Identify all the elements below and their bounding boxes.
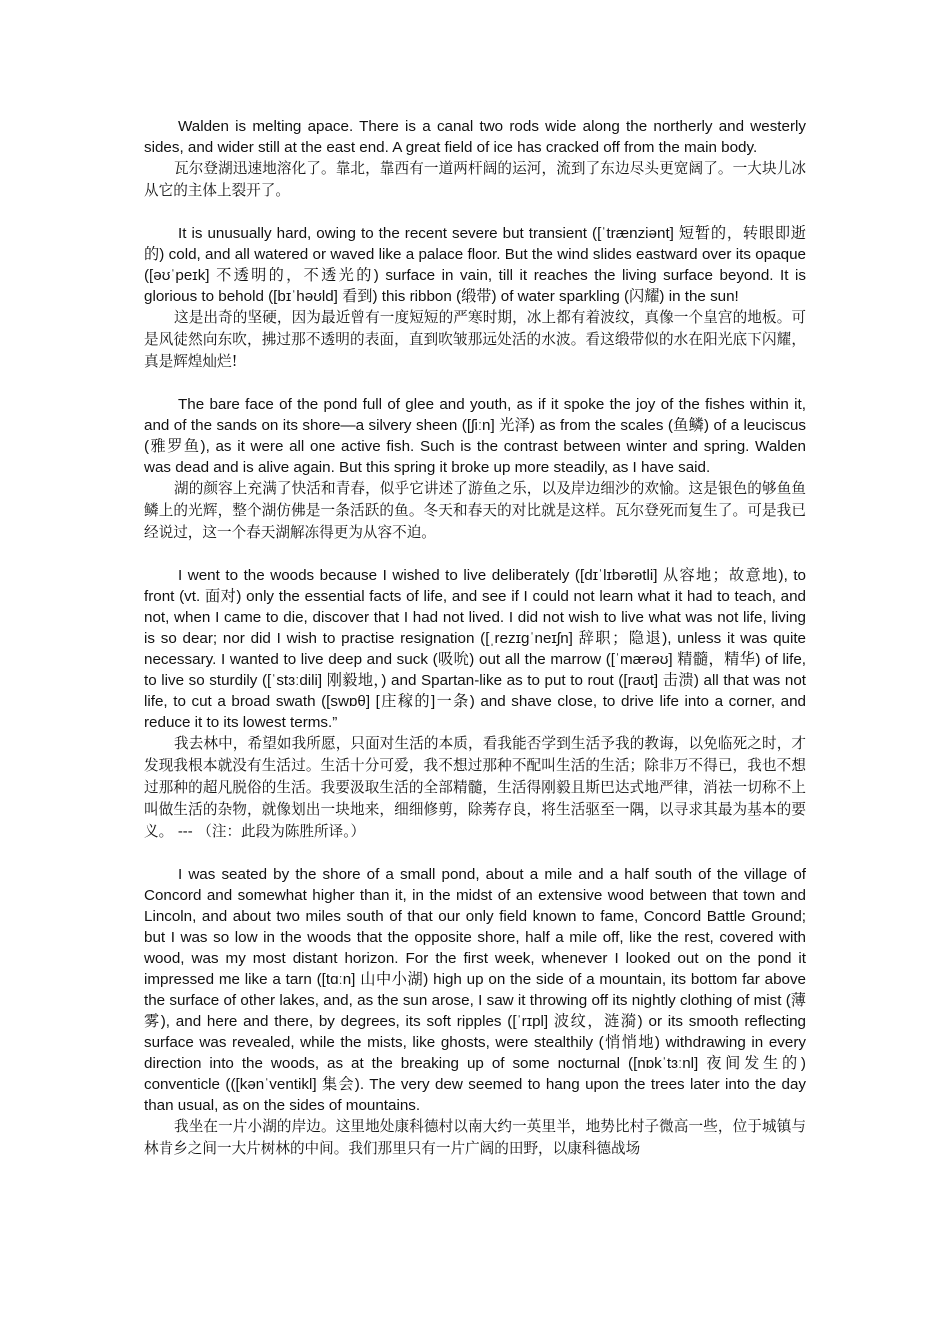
paragraph-spacer (144, 544, 806, 565)
paragraph-1-chinese: 瓦尔登湖迅速地溶化了。靠北，靠西有一道两杆阔的运河，流到了东边尽头更宽阔了。一大块儿冰从它的主体上裂开了。 (144, 160, 806, 199)
paragraph-3-chinese: 湖的颜容上充满了快活和青春，似乎它讲述了游鱼之乐，以及岸边细沙的欢愉。这是银色的够鱼鱼鳞上的光辉，整个湖仿佛是一条活跃的鱼。冬天和春天的对比就是这样。瓦尔登死而复生了。可是我已经说过，这一个春天湖解冻得更为从容不迫。 (144, 480, 806, 541)
paragraph-5-english: I was seated by the shore of a small pond, about a mile and a half south of the village of Concord and somewhat higher than it, in the midst of an extensive wood between that town and Lincoln, and about two miles south of that our only field known to fame, Concord Battle Ground; but I was so low in the woods that the opposite shore, half a mile off, like the rest, covered with wood, was my most distant horizon. For the first week, whenever I looked out on the pond it impressed me like a tarn ([tɑːn] 山中小湖) high up on the side of a mountain, its bottom far above the surface of other lakes, and, as the sun arose, I saw it throwing off its nightly clothing of mist (薄雾), and here and there, by degrees, its soft ripples ([ˈrɪpl] 波纹，涟漪) or its smooth reflecting surface was revealed, while the mists, like ghosts, were stealthily (悄悄地) withdrawing in every direction into the woods, as at the breaking up of some nocturnal ([nɒkˈtɜːnl] 夜间发生的) conventicle (([kənˈventikl] 集会). The very dew seemed to hang upon the trees later into the day than usual, as on the sides of mountains. (144, 866, 806, 1114)
paragraph-spacer (144, 202, 806, 223)
paragraph-1-english: Walden is melting apace. There is a canal two rods wide along the northerly and westerly sides, and wider still at the east end. A great field of ice has cracked off from the main body. (144, 118, 806, 156)
paragraph-spacer (144, 373, 806, 394)
paragraph-4-chinese: 我去林中，希望如我所愿，只面对生活的本质，看我能否学到生活予我的教诲，以免临死之时，才发现我根本就没有生活过。生活十分可爱，我不想过那种不配叫生活的生活；除非万不得已，我也不想过那种的超凡脱俗的生活。我要汲取生活的全部精髓，生活得刚毅且斯巴达式地严律，消祛一切称不上叫做生活的杂物，就像划出一块地来，细细修剪，除莠存良，将生活驱至一隅，以寻求其最为基本的要义。 --- （注：此段为陈胜所译。） (144, 735, 806, 840)
paragraph-spacer (144, 843, 806, 864)
paragraph-4-english: I went to the woods because I wished to live deliberately ([dɪˈlɪbərətli] 从容地；故意地), to front (vt. 面对) only the essential facts of life, and see if I could not learn what it had to teach, and not, when I came to die, discover that I had not lived. I did not wish to live what was not life, living is so dear; nor did I wish to practise resignation ([ˌrezɪgˈneɪʃn] 辞职；隐退), unless it was quite necessary. I wanted to live deep and suck (吸吮) out all the marrow ([ˈmærəʊ] 精髓，精华) of life, to live so sturdily ([ˈstɜːdili] 刚毅地，) and Spartan-like as to put to rout ([raʊt] 击溃) all that was not life, to cut a broad swath ([swɒθ] [庄稼的]一条) and shave close, to drive life into a corner, and reduce it to its lowest terms.” (144, 567, 806, 731)
paragraph-3-english: The bare face of the pond full of glee and youth, as if it spoke the joy of the fishes within it, and of the sands on its shore—a silvery sheen ([ʃiːn] 光泽) as from the scales (鱼鳞) of a leuciscus (雅罗鱼), as it were all one active fish. Such is the contrast between winter and spring. Walden was dead and is alive again. But this spring it broke up more steadily, as I have said. (144, 396, 806, 476)
paragraph-5-chinese: 我坐在一片小湖的岸边。这里地处康科德村以南大约一英里半，地势比村子微高一些，位于城镇与林肯乡之间一大片树林的中间。我们那里只有一片广阔的田野，以康科德战场 (144, 1118, 806, 1157)
text-column (144, 116, 806, 1160)
paragraph-2-english: It is unusually hard, owing to the recent severe but transient ([ˈtrænziənt] 短暂的，转眼即逝的) cold, and all watered or waved like a palace floor. But the wind slides eastward over its opaque ([əʊˈpeɪk] 不透明的，不透光的) surface in vain, till it reaches the living surface beyond. It is glorious to behold ([bɪˈhəʊld] 看到) this ribbon (缎带) of water sparkling (闪耀) in the sun! (144, 225, 806, 305)
paragraph-2-chinese: 这是出奇的坚硬，因为最近曾有一度短短的严寒时期，冰上都有着波纹，真像一个皇宫的地板。可是风徒然向东吹，拂过那不透明的表面，直到吹皱那远处活的水波。看这缎带似的水在阳光底下闪耀，真是辉煌灿烂! (144, 309, 806, 370)
